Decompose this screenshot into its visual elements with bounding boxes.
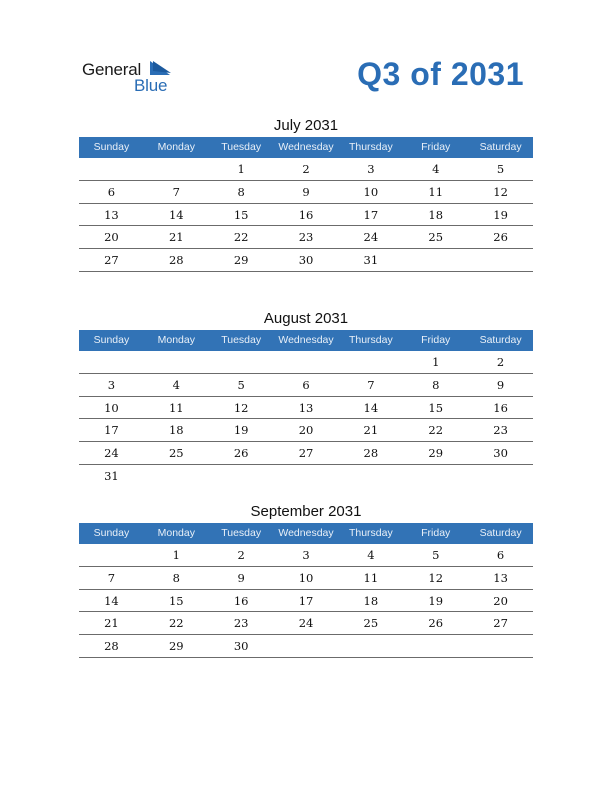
day-cell: 4 — [172, 377, 180, 392]
day-cell: 1 — [432, 355, 440, 369]
week-row — [79, 465, 533, 488]
day-cell: 15 — [428, 400, 444, 415]
day-cell: 24 — [298, 616, 314, 631]
day-cell: 9 — [302, 184, 310, 199]
weekday-label-thursday: Thursday — [348, 141, 393, 153]
day-cell: 8 — [432, 377, 440, 392]
day-cell: 20 — [104, 230, 119, 245]
day-cell: 19 — [233, 423, 249, 438]
day-cell — [338, 351, 403, 373]
day-cell: 3 — [302, 548, 310, 562]
day-cell: 20 — [493, 593, 508, 608]
week-row — [79, 397, 533, 420]
day-cell: 19 — [493, 207, 508, 222]
day-cell: 10 — [298, 570, 314, 585]
weekday-header — [79, 523, 533, 544]
day-cell: 9 — [496, 377, 505, 392]
week-row — [79, 544, 533, 567]
weekday-label-monday: Monday — [157, 141, 195, 153]
day-cell: 30 — [298, 253, 314, 267]
day-cell — [403, 635, 468, 657]
day-cell: 25 — [363, 616, 379, 631]
day-cell: 25 — [168, 446, 184, 460]
day-cell: 20 — [298, 423, 314, 438]
day-cell: 17 — [104, 423, 119, 438]
day-cell: 27 — [298, 446, 314, 460]
day-cell — [403, 465, 468, 488]
day-cell: 23 — [298, 230, 314, 245]
logo-flag-icon — [150, 61, 172, 77]
day-cell: 4 — [367, 548, 375, 562]
weekday-label-monday: Monday — [157, 527, 195, 539]
day-cell: 7 — [107, 570, 116, 585]
day-cell: 21 — [363, 423, 379, 438]
day-cell: 13 — [298, 400, 314, 415]
day-cell — [79, 351, 144, 373]
day-cell: 10 — [363, 184, 379, 199]
day-cell — [468, 249, 533, 271]
month-title: August 2031 — [263, 310, 349, 327]
day-cell — [144, 465, 209, 488]
day-cell: 7 — [172, 184, 180, 199]
week-row — [79, 249, 533, 272]
day-cell: 1 — [172, 548, 180, 562]
weekday-label-saturday: Saturday — [479, 527, 522, 539]
week-row — [79, 567, 533, 590]
day-cell: 11 — [363, 570, 379, 585]
day-cell: 3 — [107, 377, 116, 392]
weekday-label-tuesday: Tuesday — [221, 141, 262, 153]
day-cell: 25 — [428, 230, 444, 245]
weekday-label-sunday: Sunday — [93, 334, 130, 346]
day-cell: 6 — [302, 377, 310, 392]
day-cell: 19 — [428, 593, 444, 608]
day-cell: 30 — [493, 446, 508, 460]
day-cell: 5 — [432, 548, 440, 562]
day-cell: 17 — [298, 593, 314, 608]
day-cell: 26 — [428, 616, 444, 631]
weekday-label-wednesday: Wednesday — [278, 527, 334, 539]
month-title: July 2031 — [273, 117, 339, 134]
day-cell: 15 — [168, 593, 184, 608]
day-cell — [144, 158, 209, 180]
week-row — [79, 442, 533, 465]
day-cell: 26 — [233, 446, 249, 460]
day-cell: 9 — [237, 570, 245, 585]
month-august — [79, 309, 533, 488]
week-row — [79, 590, 533, 613]
week-row — [79, 635, 533, 658]
day-cell: 16 — [298, 207, 314, 222]
day-cell: 17 — [363, 207, 379, 222]
month-september — [79, 502, 533, 658]
day-cell: 8 — [172, 570, 180, 585]
day-cell: 6 — [496, 548, 505, 562]
weekday-label-thursday: Thursday — [348, 334, 393, 346]
day-cell: 14 — [168, 207, 184, 222]
day-cell: 28 — [363, 446, 379, 460]
month-title: September 2031 — [250, 503, 362, 520]
page-title: Q3 of 2031 — [357, 56, 524, 92]
week-row — [79, 181, 533, 204]
day-cell: 29 — [168, 639, 184, 653]
generalblue-logo — [82, 60, 182, 96]
day-cell: 29 — [233, 253, 249, 267]
day-cell: 31 — [363, 253, 379, 267]
weekday-label-friday: Friday — [421, 527, 451, 539]
day-cell: 21 — [104, 616, 119, 631]
day-cell: 5 — [496, 162, 505, 176]
day-cell: 24 — [104, 446, 119, 460]
weekday-label-tuesday: Tuesday — [221, 527, 262, 539]
weekday-label-thursday: Thursday — [348, 527, 393, 539]
day-cell: 2 — [237, 548, 245, 562]
day-cell: 30 — [233, 639, 249, 653]
weekday-label-sunday: Sunday — [93, 527, 130, 539]
day-cell: 11 — [168, 400, 184, 415]
day-cell: 4 — [432, 162, 440, 176]
day-cell: 2 — [496, 355, 505, 369]
week-row — [79, 158, 533, 181]
weekday-label-wednesday: Wednesday — [278, 334, 334, 346]
day-cell: 28 — [104, 639, 119, 653]
day-cell: 10 — [104, 400, 119, 415]
day-cell: 22 — [233, 230, 249, 245]
day-cell: 13 — [493, 570, 508, 585]
day-cell: 14 — [363, 400, 379, 415]
day-cell: 22 — [428, 423, 444, 438]
logo-word-general: General — [82, 60, 142, 79]
day-cell: 16 — [233, 593, 249, 608]
weekday-label-friday: Friday — [421, 141, 451, 153]
day-cell: 18 — [428, 207, 444, 222]
weekday-label-friday: Friday — [421, 334, 451, 346]
day-cell: 28 — [168, 253, 184, 267]
day-cell: 18 — [168, 423, 184, 438]
day-cell: 12 — [233, 400, 249, 415]
day-cell: 12 — [428, 570, 444, 585]
day-cell — [144, 351, 209, 373]
week-row — [79, 351, 533, 374]
day-cell: 1 — [237, 162, 245, 176]
week-row — [79, 612, 533, 635]
day-cell: 27 — [104, 253, 119, 267]
day-cell — [79, 544, 144, 566]
weekday-label-monday: Monday — [157, 334, 195, 346]
day-cell: 12 — [493, 184, 508, 199]
day-cell — [209, 465, 274, 488]
day-cell: 23 — [493, 423, 508, 438]
week-row — [79, 419, 533, 442]
weekday-label-sunday: Sunday — [93, 141, 130, 153]
day-cell — [468, 465, 533, 488]
weekday-header — [79, 330, 533, 351]
day-cell: 7 — [367, 377, 375, 392]
day-cell: 13 — [104, 207, 119, 222]
day-cell: 18 — [363, 593, 379, 608]
month-july — [79, 116, 533, 272]
week-row — [79, 226, 533, 249]
weekday-header — [79, 137, 533, 158]
day-cell: 27 — [493, 616, 508, 631]
week-row — [79, 374, 533, 397]
day-cell — [209, 351, 274, 373]
day-cell: 23 — [233, 616, 249, 631]
day-cell: 26 — [493, 230, 508, 245]
day-cell: 14 — [104, 593, 119, 608]
weekday-label-saturday: Saturday — [479, 141, 522, 153]
day-cell: 6 — [107, 184, 116, 199]
day-cell: 21 — [168, 230, 184, 245]
day-cell — [468, 635, 533, 657]
day-cell: 29 — [428, 446, 444, 460]
day-cell: 22 — [168, 616, 184, 631]
day-cell — [274, 635, 339, 657]
day-cell: 24 — [363, 230, 379, 245]
day-cell: 2 — [302, 162, 310, 176]
day-cell — [338, 635, 403, 657]
day-cell — [79, 158, 144, 180]
day-cell — [274, 351, 339, 373]
week-row — [79, 204, 533, 227]
day-cell: 31 — [104, 468, 119, 483]
weekday-label-tuesday: Tuesday — [221, 334, 262, 346]
day-cell: 15 — [233, 207, 249, 222]
day-cell: 5 — [237, 377, 245, 392]
day-cell — [338, 465, 403, 488]
day-cell: 11 — [428, 184, 444, 199]
day-cell: 3 — [367, 162, 375, 176]
day-cell: 8 — [237, 184, 245, 199]
day-cell: 16 — [493, 400, 508, 415]
day-cell — [403, 249, 468, 271]
weekday-label-saturday: Saturday — [479, 334, 522, 346]
weekday-label-wednesday: Wednesday — [278, 141, 334, 153]
day-cell — [274, 465, 339, 488]
logo-word-blue: Blue — [134, 76, 168, 95]
